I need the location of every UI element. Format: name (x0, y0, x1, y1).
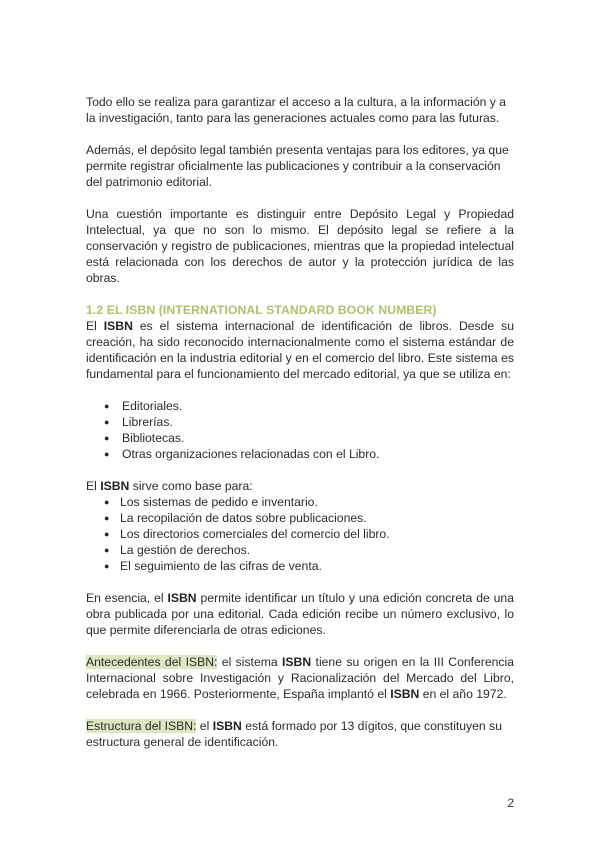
bullet-icon: ● (104, 449, 110, 459)
document-body (86, 94, 514, 750)
bullet-icon: ● (104, 433, 110, 443)
paragraph-deposito-vs-propiedad: Una cuestión importante es distinguir entre Depósito Legal y Propiedad Intelectual, ya que no son lo mismo. El depósito legal se refiere a la conservación y registro de publicaciones, mientras que la propiedad intelectual está relacionada con los derechos de autor y la protección jurídica de las obras. (86, 207, 514, 285)
bullet-icon: ● (104, 529, 110, 539)
highlight-antecedentes: Antecedentes del ISBN: (86, 655, 218, 669)
list-item: ● El seguimiento de las cifras de venta. (104, 559, 322, 573)
paragraph-isbn-essence: En esencia, el ISBN permite identificar un título y una edición concreta de una obra publicada por una editorial. Cada edición recibe un número exclusivo, lo que permite diferenciarla de otras ediciones. (86, 591, 514, 637)
list-item: ● La recopilación de datos sobre publicaciones. (104, 511, 367, 525)
list-item: ● Los sistemas de pedido e inventario. (104, 495, 318, 509)
highlight-estructura: Estructura del ISBN: (86, 719, 197, 733)
page-number: 2 (507, 796, 514, 810)
paragraph-access-culture: Todo ello se realiza para garantizar el acceso a la cultura, a la información y a la investigación, tanto para las generaciones actuales como para las futuras. (86, 95, 507, 125)
list-item: ● La gestión de derechos. (104, 543, 251, 557)
isbn-bold: ISBN (103, 319, 133, 333)
paragraph-estructura: Estructura del ISBN: el ISBN está formado por 13 dígitos, que constituyen su estructura general de identificación. (86, 719, 502, 749)
bullet-icon: ● (104, 513, 110, 523)
paragraph-publisher-advantages: Además, el depósito legal también presenta ventajas para los editores, ya que permite registrar oficialmente las publicaciones y contribuir a la conservación del patrimonio editorial. (86, 143, 509, 189)
uses-list (86, 398, 514, 462)
bullet-icon: ● (104, 497, 110, 507)
list-item: ● Librerías. (104, 415, 173, 429)
list-item: ● Los directorios comerciales del comercio del libro. (104, 527, 390, 541)
bullet-icon: ● (104, 417, 110, 427)
bullet-icon: ● (104, 545, 110, 555)
list-item: ● Bibliotecas. (104, 431, 185, 445)
section-heading-isbn: 1.2 EL ISBN (INTERNATIONAL STANDARD BOOK NUMBER) (86, 303, 437, 317)
paragraph-antecedentes: Antecedentes del ISBN: el sistema ISBN tiene su origen en la III Conferencia Internacional sobre Investigación y Racionalización del Mercado del Libro, celebrada en 1966. Posteriormente, España implantó el ISBN en el año 1972. (86, 655, 514, 701)
paragraph-isbn-intro: El ISBN es el sistema internacional de identificación de libros. Desde su creación, ha sido reconocido internacionalmente como el sistema estándar de identificación en la industria editorial y en el comercio del libro. Este sistema es fundamental para el funcionamiento del mercado editorial, ya que se utiliza en: (86, 319, 514, 381)
base-list (86, 494, 514, 574)
bullet-icon: ● (104, 401, 110, 411)
list-item: ● Editoriales. (104, 399, 183, 413)
paragraph-isbn-base: El ISBN sirve como base para: (86, 479, 253, 493)
bullet-icon: ● (104, 561, 110, 571)
list-item: ● Otras organizaciones relacionadas con el Libro. (104, 447, 380, 461)
